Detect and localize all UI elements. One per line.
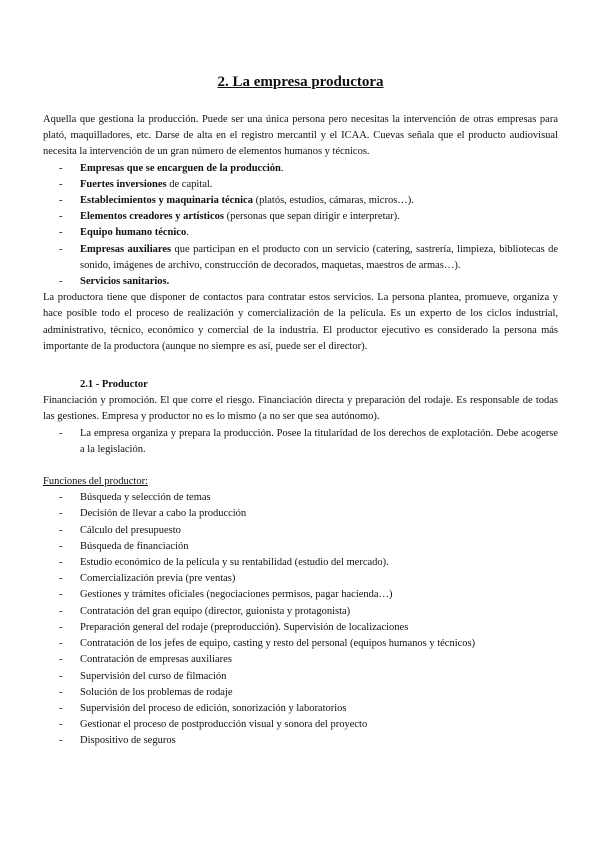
function-item: - Contratación de empresas auxiliares [43, 652, 558, 668]
item-bold: Elementos creadores y artísticos [80, 211, 224, 223]
item-bold: Empresas auxiliares [80, 243, 172, 255]
section-heading: 2.1 - Productor [80, 379, 148, 391]
function-item: - Estudio económico de la película y su rentabilidad (estudio del mercado). [43, 555, 558, 571]
elements-list [43, 161, 558, 291]
function-item: - Gestiones y trámites oficiales (negociaciones permisos, pagar hacienda…) [43, 587, 558, 603]
function-item: - Supervisión del proceso de edición, sonorización y laboratorios [43, 701, 558, 717]
function-item: - Gestionar el proceso de postproducción visual y sonora del proyecto [43, 717, 558, 733]
item-bold: Establecimientos y maquinaria técnica [80, 195, 253, 207]
page-title: 2. La empresa productora [217, 74, 384, 90]
item-bold: Fuertes inversiones [80, 178, 167, 190]
list-item [43, 193, 558, 209]
list-item: - La empresa organiza y prepara la producción. Posee la titularidad de los derechos de explotación. Debe acogerse a la legislación. [43, 426, 558, 458]
list-item [43, 242, 558, 274]
item-text: (personas que sepan dirigir e interpretar). [223, 211, 400, 223]
item-bold: Equipo humano técnico [80, 227, 187, 239]
list-item [43, 225, 558, 241]
function-item: - Decisión de llevar a cabo la producción [43, 506, 558, 522]
function-item: - Contratación del gran equipo (director, guionista y protagonista) [43, 604, 558, 620]
function-item: - Preparación general del rodaje (preproducción). Supervisión de localizaciones [43, 620, 558, 636]
function-item: - Solución de los problemas de rodaje [43, 685, 558, 701]
function-item: - Búsqueda de financiación [43, 539, 558, 555]
intro-paragraph: Aquella que gestiona la producción. Puede ser una única persona pero necesitas la intervención de otras empresas para plató, maquilladores, etc. Darse de alta en el registro mercantil y el ICAA. Cuevas señala que el producto audiovisual necesita la intervención de un gran número de elementos humanos y técnicos. [43, 114, 558, 158]
list-item [43, 274, 558, 290]
function-item: - Contratación de los jefes de equipo, casting y resto del personal (equipos humanos y técnicos) [43, 636, 558, 652]
item-bold: Empresas que se encarguen de la producción [80, 162, 281, 174]
item-text: . [280, 162, 284, 174]
function-item: - Dispositivo de seguros [43, 733, 558, 749]
function-item: - Comercialización previa (pre ventas) [43, 571, 558, 587]
list-item [43, 161, 558, 177]
document-page [43, 72, 558, 750]
list-item [43, 177, 558, 193]
function-item: - Búsqueda y selección de temas [43, 490, 558, 506]
section-note-list [43, 426, 558, 458]
item-bold: Servicios sanitarios. [80, 276, 170, 288]
functions-list [43, 490, 558, 749]
item-text: (platós, estudios, cámaras, micros…). [252, 195, 414, 207]
list-item [43, 209, 558, 225]
item-text: de capital. [166, 178, 213, 190]
function-item: - Supervisión del curso de filmación [43, 669, 558, 685]
item-text: que participan en el producto con un servicio (catering, sastrería, limpieza, bibliotecas de sonido, imágenes de archivo, construcción de decorados, maquetas, maestros de armas…). [80, 243, 559, 271]
section-paragraph: Financiación y promoción. El que corre el riesgo. Financiación directa y preparación del rodaje. Es responsable de todas las gestiones. Empresa y productor no es lo mismo (a no ser que sea autónomo). [43, 395, 558, 423]
productora-paragraph: La productora tiene que disponer de contactos para contratar estos servicios. La persona plantea, promueve, organiza y hace posible todo el proceso de realización y comercialización de la película. Es un experto de los ciclos industrial, administrativo, técnico, económico y comercial de la industria. El productor ejecutivo es considerado la persona más importante de la productora (aunque no siempre es así, puede ser el director). [43, 292, 558, 352]
item-text: . [186, 227, 189, 239]
functions-heading: Funciones del productor: [43, 476, 148, 488]
function-item: - Cálculo del presupuesto [43, 523, 558, 539]
